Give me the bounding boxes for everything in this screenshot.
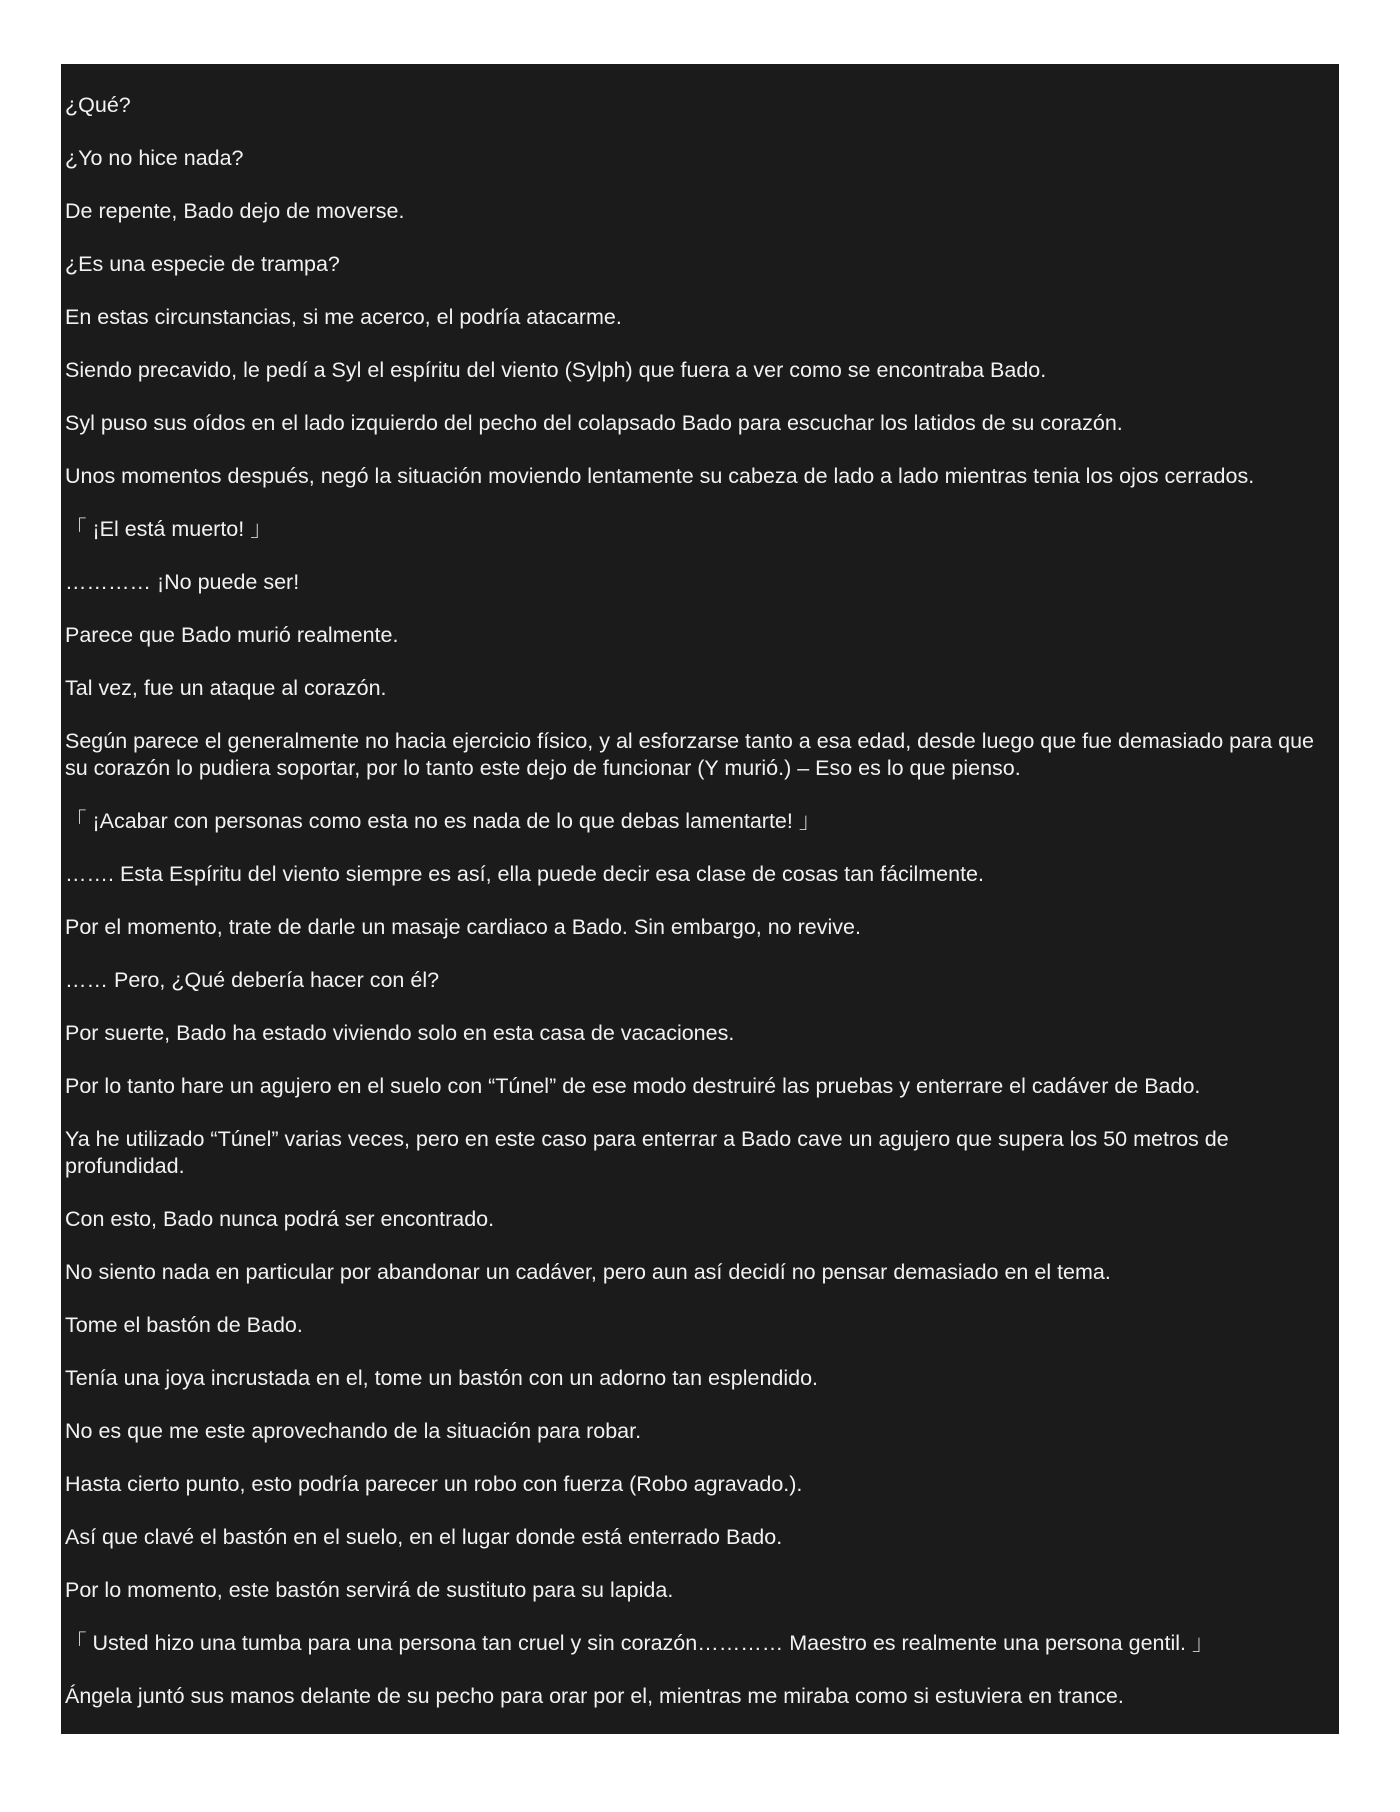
paragraph: Hasta cierto punto, esto podría parecer un robo con fuerza (Robo agravado.). [65,1472,803,1496]
paragraph: Por lo momento, este bastón servirá de sustituto para su lapida. [65,1578,674,1602]
paragraph: …… Pero, ¿Qué debería hacer con él? [65,968,440,992]
paragraph: Ya he utilizado “Túnel” varias veces, pero en este caso para enterrar a Bado cave un agujero que supera los 50 metros de profundidad. [65,1127,1235,1178]
paragraph: No es que me este aprovechando de la situación para robar. [65,1419,642,1443]
dialogue-line: 「 ¡El está muerto! 」 [65,517,272,541]
paragraph: Ángela juntó sus manos delante de su pecho para orar por el, mientras me miraba como si estuviera en trance. [65,1684,1124,1708]
paragraph: Tenía una joya incrustada en el, tome un bastón con un adorno tan esplendido. [65,1366,819,1390]
paragraph: Por lo tanto hare un agujero en el suelo con “Túnel” de ese modo destruiré las pruebas y enterrare el cadáver de Bado. [65,1074,1201,1098]
text-panel [61,64,1339,1734]
paragraph: ¿Qué? [65,93,131,117]
paragraph: Tal vez, fue un ataque al corazón. [65,676,387,700]
paragraph: Tome el bastón de Bado. [65,1313,303,1337]
dialogue-line: 「 Usted hizo una tumba para una persona tan cruel y sin corazón………… Maestro es realmente una persona gentil. 」 [65,1631,1214,1655]
paragraph: Syl puso sus oídos en el lado izquierdo del pecho del colapsado Bado para escuchar los latidos de su corazón. [65,411,1123,435]
paragraph: ………… ¡No puede ser! [65,570,300,594]
paragraph: Según parece el generalmente no hacia ejercicio físico, y al esforzarse tanto a esa edad, desde luego que fue demasiado para que su corazón lo pudiera soportar, por lo tanto este dejo de funcionar (Y murió.) – Eso es lo que pienso. [65,729,1320,780]
paragraph: Por suerte, Bado ha estado viviendo solo en esta casa de vacaciones. [65,1021,735,1045]
dialogue-line: 「 ¡Acabar con personas como esta no es nada de lo que debas lamentarte! 」 [65,809,821,833]
paragraph: ¿Es una especie de trampa? [65,252,340,276]
paragraph: Por el momento, trate de darle un masaje cardiaco a Bado. Sin embargo, no revive. [65,915,861,939]
paragraph: ¿Yo no hice nada? [65,146,244,170]
paragraph: Así que clavé el bastón en el suelo, en el lugar donde está enterrado Bado. [65,1525,783,1549]
paragraph: Parece que Bado murió realmente. [65,623,399,647]
paragraph: Con esto, Bado nunca podrá ser encontrado. [65,1207,495,1231]
paragraph: ……. Esta Espíritu del viento siempre es así, ella puede decir esa clase de cosas tan fácilmente. [65,862,984,886]
paragraph: Unos momentos después, negó la situación moviendo lentamente su cabeza de lado a lado mientras tenia los ojos cerrados. [65,464,1255,488]
paragraph: En estas circunstancias, si me acerco, el podría atacarme. [65,305,622,329]
paragraph: De repente, Bado dejo de moverse. [65,199,405,223]
paragraph: No siento nada en particular por abandonar un cadáver, pero aun así decidí no pensar demasiado en el tema. [65,1260,1111,1284]
paragraph: Siendo precavido, le pedí a Syl el espíritu del viento (Sylph) que fuera a ver como se encontraba Bado. [65,358,1047,382]
